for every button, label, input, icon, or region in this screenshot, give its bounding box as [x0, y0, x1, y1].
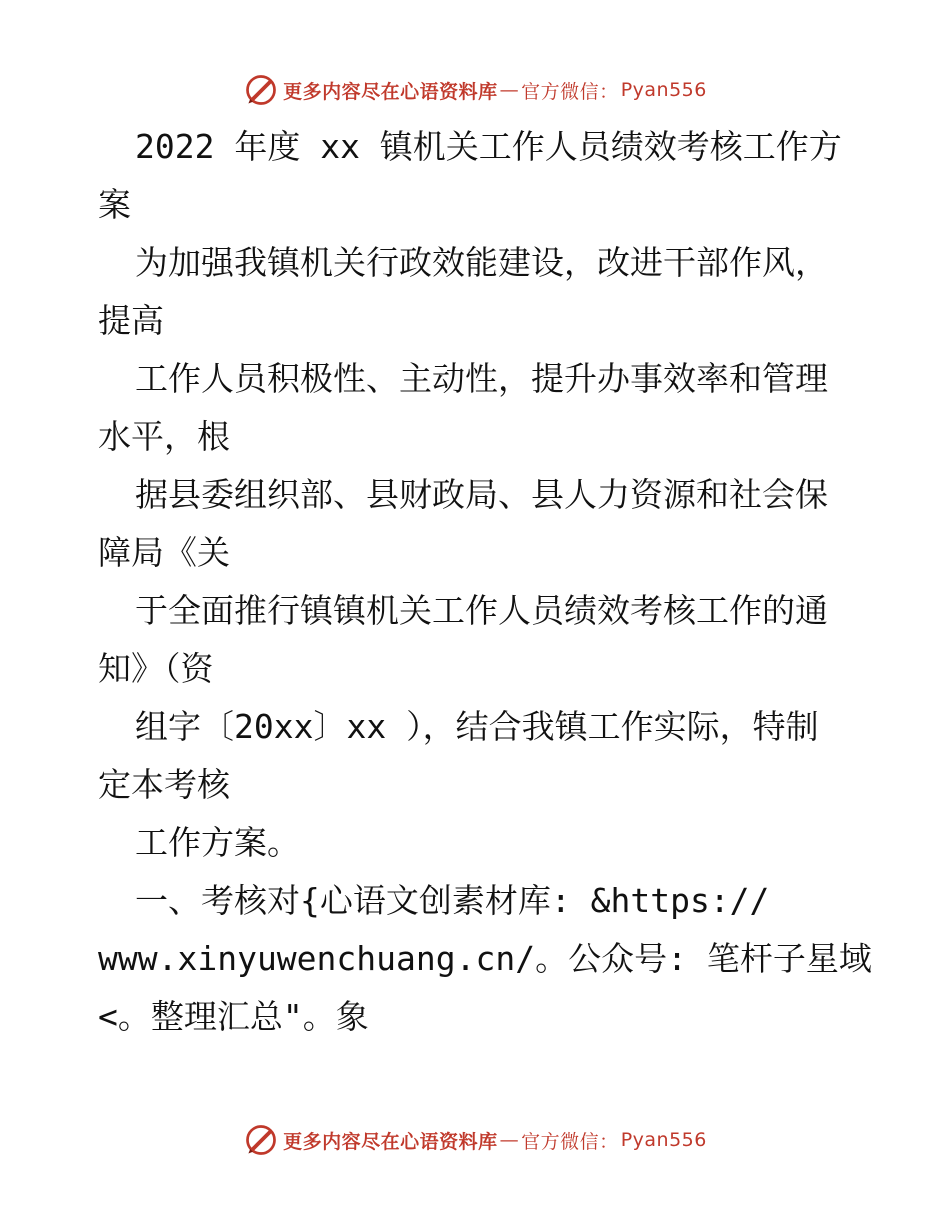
doc-line: 提高 [98, 301, 164, 340]
doc-line: 障局《关 [98, 533, 230, 572]
doc-line: 水平，根 [98, 417, 230, 456]
banner-wechat-label: 官方微信： [521, 80, 619, 103]
banner-text: 更多内容尽在心语资料库 [283, 1130, 498, 1153]
doc-line: www.xinyuwenchuang.cn/。公众号: 笔杆子星域 [98, 939, 872, 978]
doc-line: 据县委组织部、县财政局、县人力资源和社会保 [135, 475, 828, 514]
doc-line: 为加强我镇机关行政效能建设，改进干部作风， [135, 243, 828, 282]
doc-line: 案 [98, 185, 131, 224]
doc-line: 工作方案。 [135, 823, 300, 862]
doc-line: 定本考核 [98, 765, 230, 804]
banner-dash: — [499, 79, 520, 101]
pen-logo-icon [243, 1122, 279, 1158]
banner-wechat-id: Pyan556 [620, 1129, 707, 1151]
doc-line: 2022 年度 xx 镇机关工作人员绩效考核工作方 [135, 127, 842, 166]
banner-dash: — [499, 1129, 520, 1151]
doc-line: 工作人员积极性、主动性，提升办事效率和管理 [135, 359, 828, 398]
footer-watermark-banner [0, 1120, 950, 1160]
doc-line: 一、考核对{心语文创素材库: &https:// [135, 881, 770, 920]
doc-line: 组字〔20xx〕xx ），结合我镇工作实际，特制 [135, 707, 819, 746]
banner-text: 更多内容尽在心语资料库 [283, 80, 498, 103]
doc-line: <。整理汇总"。象 [98, 997, 369, 1036]
doc-line: 知》（资 [98, 649, 214, 688]
banner-wechat-label: 官方微信： [521, 1130, 619, 1153]
doc-line: 于全面推行镇镇机关工作人员绩效考核工作的通 [135, 591, 828, 630]
banner-wechat-id: Pyan556 [620, 79, 707, 101]
